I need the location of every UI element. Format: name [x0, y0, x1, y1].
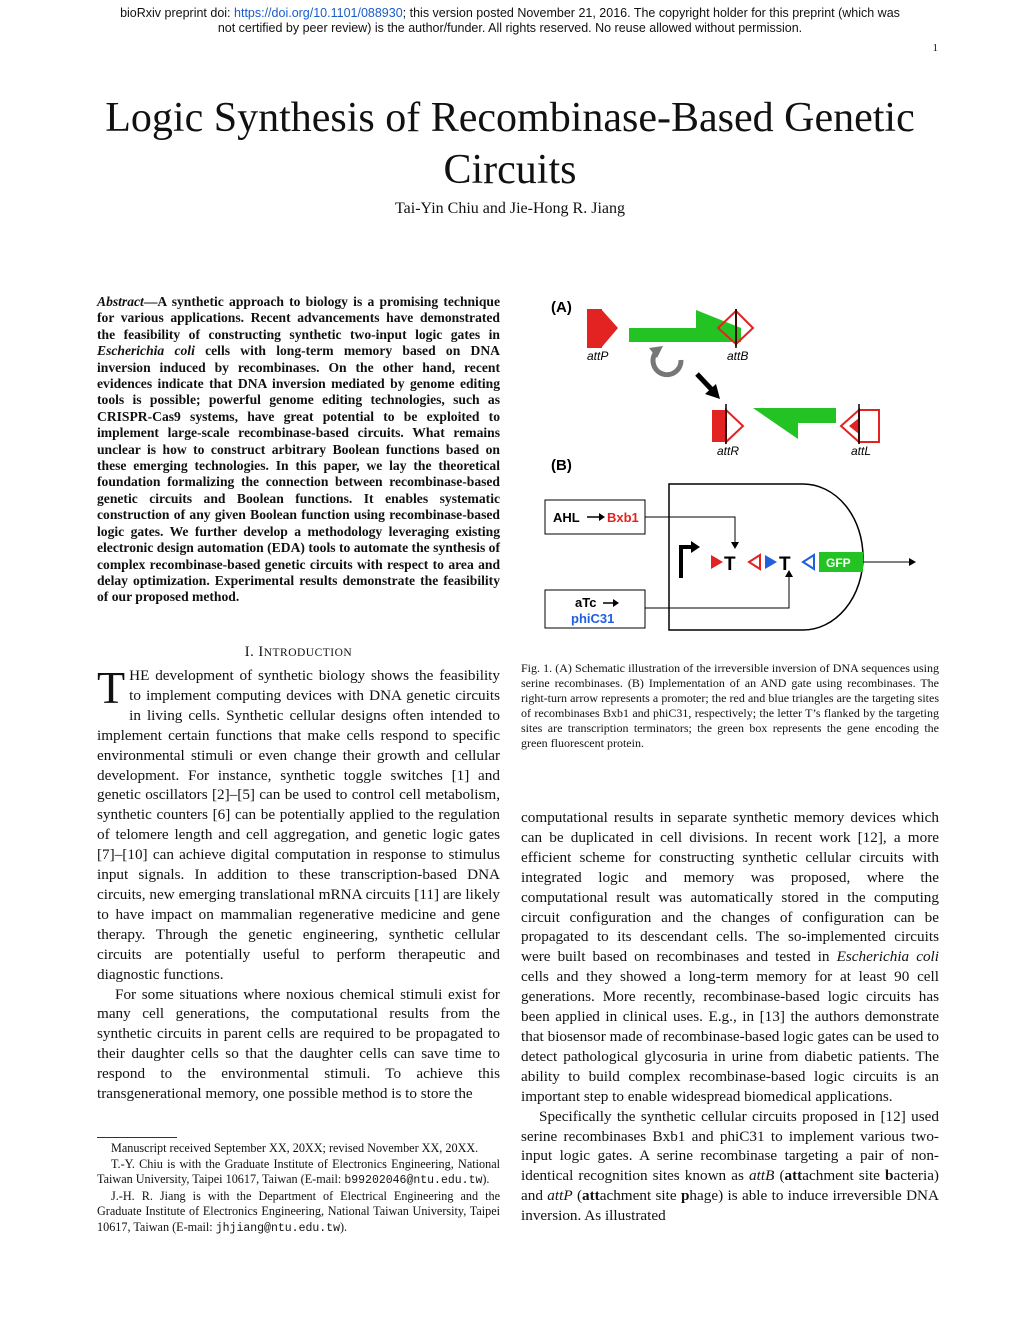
footnote-rule — [97, 1137, 177, 1138]
figure-1 — [521, 292, 939, 642]
drop-cap: T — [97, 662, 126, 713]
preprint-banner: bioRxiv preprint doi: https://doi.org/10.1101/088930; this version posted November 21, 2016. The copyright holder for this preprint (which was not certified by peer review) is the author/funder. All rights reserved. No reuse allowed without permission. — [120, 6, 900, 35]
output-arrowhead-icon — [909, 558, 916, 566]
footnote-manuscript: Manuscript received September XX, 20XX; revised November XX, 20XX. — [111, 1141, 479, 1155]
attL-label: attL — [851, 444, 872, 458]
email-link[interactable]: jhjiang@ntu.edu.tw — [215, 1221, 340, 1235]
right-column-text — [521, 808, 939, 1226]
intro-paragraph-1: THE development of synthetic biology shows the feasibility to implement computing devices with DNA genetic circuits in living cells. Synthetic cellular designs often intended to implement certain functions that make cells respond to specific environmental stimuli or even change their growth and cellular development. For instance, synthetic toggle switches [1] and genetic oscillators [2]–[5] can be used to control cell metabolism, synthetic counters [6] can be potentially applied to the regulation of telomere length and cell aggregation, and genetic logic gates [7]–[10] can achieve digital computation in response to stimulus input signals. In addition to these transcription-based DNA circuits, new emerging translational mRNA circuits [11] are likely to have impact on mammalian regenerative medicine and gene therapy. Through the genetic engineering, synthetic cellular circuits are potentially useful to perform therapeutic and diagnostic functions. — [97, 662, 500, 983]
attR-label: attR — [717, 444, 740, 458]
terminator-2: T — [779, 554, 791, 575]
attL-red-triangle — [849, 418, 859, 434]
abstract-label: Abstract — [97, 294, 144, 309]
section-heading-introduction: I. INTRODUCTION — [244, 644, 353, 660]
right-paragraph-2: Specifically the synthetic cellular circuits proposed in [12] used serine recombinases Bxb1 and phiC31 to implement various two-input logic gates. A serine recombinase targeting a pair of non-identical recognition sites known as attB (attachment site bacteria) and attP (attachment site phage) is able to induce irreversible DNA inversion. As illustrated — [521, 1107, 939, 1225]
figure-caption: Fig. 1. (A) Schematic illustration of the irreversible inversion of DNA sequences using serine recombinases. (B) Implementation of an AND gate using recombinases. The right-turn arrow represents a promoter; the red and blue triangles are the targeting sites of recombinases Bxb1 and phiC31, respectively; the letter T’s flanked by the targeting sites are transcription terminators; the green box represents the gene encoding the green fluorescent protein. — [521, 661, 939, 750]
phic31-site-1 — [765, 555, 777, 569]
gene-arrow-original — [629, 310, 741, 342]
attP-label: attP — [587, 349, 609, 363]
attL-box — [859, 410, 879, 442]
footnote-author-1: T.-Y. Chiu is with the Graduate Institute of Electronics Engineering, National Taiwan University, Taipei 10617, Taiwan (E-mail: b99202046@ntu.edu.tw). — [97, 1156, 500, 1188]
panel-a-label: (A) — [551, 299, 572, 316]
figure-1-diagram — [521, 292, 939, 642]
paper-authors: Tai-Yin Chiu and Jie-Hong R. Jiang — [395, 200, 625, 217]
doi-link[interactable]: https://doi.org/10.1101/088930 — [234, 6, 403, 20]
attR-red-block — [712, 410, 726, 442]
attR-open-triangle — [726, 410, 743, 442]
attB-label: attB — [727, 349, 749, 363]
abstract: Abstract—A synthetic approach to biology is a promising technique for various applications. Recent advancements have demonstrated the feasibility of constructing synthetic two-input logic gates in Escherichia coli cells with long-term memory based on DNA inversion induced by recombinases. On the other hand, recent evidences indicate that DNA inversion mediated by genome editing tools is possible; powerful genome editing technologies, such as CRISPR-Cas9 systems, have great potential to be exploited to implement large-scale recombinase-based circuits. What remains unclear is how to construct arbitrary Boolean functions based on these emerging technologies. In this paper, we lay the theoretical foundation formalizing the connection between recombinase-based genetic circuits and Boolean functions. It enables systematic construction of any given Boolean function using recombinase-based logic gates. We further develop a methodology leveraging existing electronic design automation (EDA) tools to automate the synthesis of complex recombinase-based genetic circuits with respect to area and delay optimization. Experimental results demonstrate the feasibility of our proposed method. — [97, 294, 500, 605]
terminator-1: T — [724, 554, 736, 575]
attP-right-triangle — [601, 309, 618, 348]
intro-paragraph-2: For some situations where noxious chemical stimuli exist for many cell generations, the computational results from the synthetic circuits in parent cells are required to be propagated to their daughter cells so that the daughter cells can save time to respond to the environmental stimuli. To achieve this transgenerational memory, one possible method is to store the — [97, 985, 500, 1103]
bxb1-connector — [645, 517, 735, 544]
bxb1-connector-arrowhead — [731, 542, 739, 549]
gfp-label: GFP — [826, 556, 851, 570]
email-link[interactable]: b99202046@ntu.edu.tw — [344, 1174, 483, 1188]
gene-arrow-inverted — [753, 408, 836, 439]
phic31-site-2 — [803, 555, 814, 569]
atc-label: aTc — [575, 595, 597, 610]
bxb1-site-2 — [749, 555, 760, 569]
paper-title: Logic Synthesis of Recombinase-Based Genetic Circuits — [105, 95, 915, 193]
right-paragraph-1: computational results in separate synthetic memory devices which can be duplicated in cell divisions. In recent work [12], a more efficient scheme for constructing synthetic cellular circuits with integrated logic and memory was proposed, where the computational result was automatically stored in the computing circuit configuration and the changes of configuration can be propagated to its descendant cells. The so-implemented circuits were built based on recombinases and tested in Escherichia coli cells and they showed a long-term memory for at least 90 cell generations. More recently, recombinase-based logic circuits has been applied in clinical uses. E.g., in [13] the authors demonstrate that biosensor made of recombinase-based logic gates can be used to detect pathological glycosuria in urine from diabetic patients. The ability to build complex recombinase-based logic circuits is an important step to enable widespread biomedical applications. — [521, 809, 939, 1105]
panel-b-label: (B) — [551, 457, 572, 474]
promoter-arrowhead-icon — [691, 541, 700, 553]
phic31-connector — [645, 575, 789, 608]
bxb1-label: Bxb1 — [607, 510, 639, 525]
footnotes — [97, 1141, 500, 1237]
ahl-label: AHL — [553, 510, 580, 525]
page-number: 1 — [932, 42, 938, 54]
phic31-label: phiC31 — [571, 611, 615, 626]
introduction-text — [97, 662, 500, 1104]
bxb1-site-1 — [711, 555, 723, 569]
footnote-author-2: J.-H. R. Jiang is with the Department of Electrical Engineering and the Graduate Institute of Electronics Engineering, National Taiwan University, Taipei 10617, Taiwan (E-mail: jhjiang@ntu.edu.tw). — [97, 1188, 500, 1235]
